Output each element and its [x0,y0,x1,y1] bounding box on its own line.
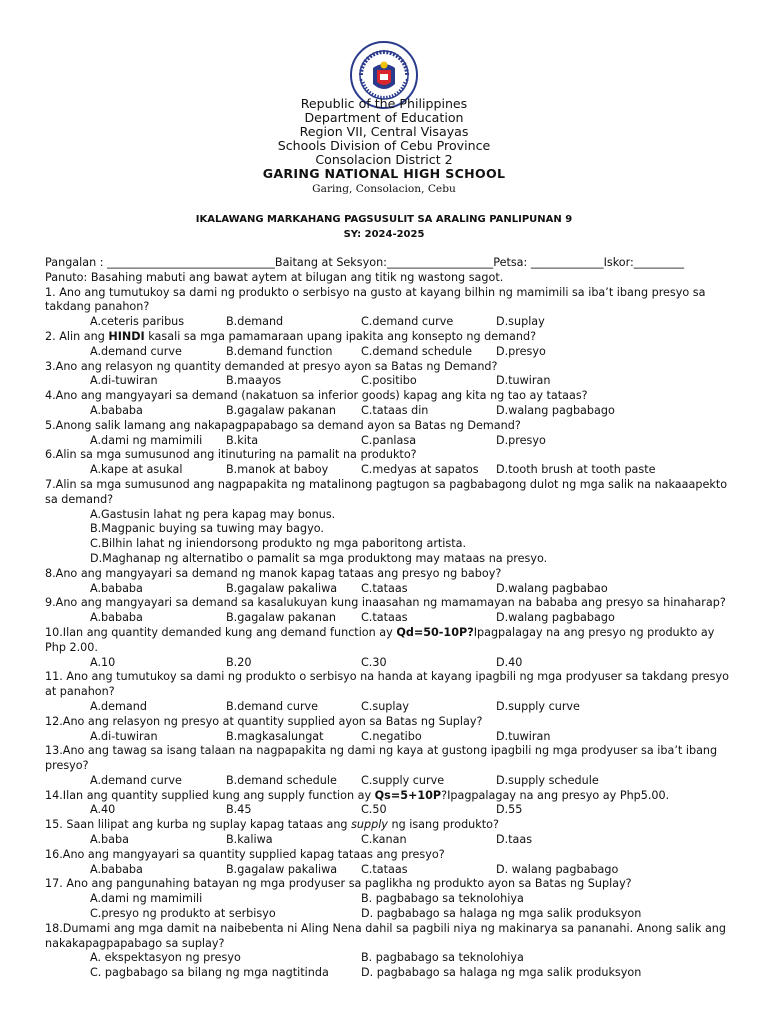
question-6-options [45,463,730,478]
option-c[interactable]: C.tataas [361,862,408,876]
question-17-options-row1 [45,892,730,907]
emphasis-supply: supply [351,818,388,832]
question-13-options [45,774,730,789]
option-b[interactable]: B. pagbabago sa teknolohiya [361,892,524,906]
option-d[interactable]: D. walang pagbabago [496,862,619,876]
option-b[interactable]: B.demand function [226,344,333,358]
option-a[interactable]: A.di-tuwiran [90,729,158,743]
question-5-text: 5.Anong salik lamang ang nakapagpapabago sa demand ayon sa Batas ng Demand? [45,418,521,432]
option-d[interactable]: D.suplay [496,315,545,329]
option-d[interactable]: D.presyo [496,433,546,447]
option-b[interactable]: B.demand [226,315,284,329]
question-9-options [45,611,730,626]
option-a[interactable]: A.bababa [90,611,143,625]
option-a[interactable]: A.demand [90,699,147,713]
option-b[interactable]: B.gagalaw pakanan [226,611,336,625]
option-d[interactable]: D.supply schedule [496,773,599,787]
option-a[interactable]: A.dami ng mamimili [90,892,203,906]
option-b[interactable]: B. pagbabago sa teknolohiya [361,951,524,965]
question-14-text: 14.Ilan ang quantity supplied kung ang supply function ay Qs=5+10P?Ipagpalagay na ang presyo ay Php5.00. [45,788,670,802]
question-11-options [45,700,730,715]
question-10-text: 10.Ilan ang quantity demanded kung ang demand function ay Qd=50-10P?Ipagpalagay na ang presyo ng produkto ay [45,625,715,639]
option-d[interactable]: D.taas [496,833,533,847]
option-b[interactable]: B.gagalaw pakaliwa [226,862,338,876]
option-a[interactable]: A.bababa [90,581,143,595]
question-18-text: 18.Dumami ang mga damit na naibebenta ni Aling Nena dahil sa pagbili niya ng makinarya sa pananahi. Anong salik ang [45,921,726,935]
question-3-text: 3.Ano ang relasyon ng quantity demanded at presyo ayon sa Batas ng Demand? [45,359,498,373]
supply-function: Qs=5+10P [374,788,442,802]
question-17-options-row2 [45,907,730,922]
question-17-text: 17. Ano ang pangunahing batayan ng mga prodyuser sa paglikha ng produkto ayon sa Batas ng Suplay? [45,877,632,891]
option-a[interactable]: A.di-tuwiran [90,374,158,388]
question-14-options [45,803,730,818]
question-18-options-row2 [45,966,730,981]
option-b[interactable]: B.maayos [226,374,282,388]
region-line: Region VII, Central Visayas [299,124,469,139]
option-b[interactable]: B.kaliwa [226,833,273,847]
question-11-text: 11. Ano ang tumutukoy sa dami ng produkto o serbisyo na handa at kayang ipagbili ng mga prodyuser sa takdang presyo [45,670,729,684]
option-c[interactable]: C.panlasa [361,433,417,447]
exam-title: IKALAWANG MARKAHANG PAGSUSULIT SA ARALING PANLIPUNAN 9 [195,214,573,225]
division-line: Schools Division of Cebu Province [277,138,491,153]
question-3-options [45,374,730,389]
department-line: Department of Education [304,110,464,125]
question-10-text-cont: Php 2.00. [45,640,98,654]
option-b[interactable]: B.45 [226,803,252,817]
question-1-text: 1. Ano ang tumutukoy sa dami ng produkto o serbisyo na gusto at kayang bilhin ng mamimili sa iba’t ibang presyo sa [45,285,706,299]
option-c[interactable]: C.suplay [361,699,409,713]
option-a[interactable]: A.kape at asukal [90,463,183,477]
option-b[interactable]: B.demand curve [226,699,319,713]
question-8-options [45,582,730,597]
question-4-options [45,404,730,419]
option-c[interactable]: C.negatibo [361,729,422,743]
option-c[interactable]: C.50 [361,803,387,817]
option-d[interactable]: D.55 [496,803,523,817]
option-b[interactable]: B.20 [226,655,252,669]
option-d[interactable]: D.walang pagbabago [496,611,615,625]
option-a[interactable]: A.dami ng mamimili [90,433,203,447]
option-b[interactable]: B.demand schedule [226,773,337,787]
question-1-options [45,315,730,330]
exam-content [45,256,730,981]
question-4-text: 4.Ano ang mangyayari sa demand (nakatuon sa inferior goods) kapag ang kita ng tao ay tataas? [45,389,588,403]
question-12-options [45,730,730,745]
demand-function: Qd=50-10P? [396,625,474,639]
option-c[interactable]: C.presyo ng produkto at serbisyo [90,907,276,921]
question-2-text: 2. Alin ang HINDI kasali sa mga pamamaraan upang ipakita ang konsepto ng demand? [45,329,537,343]
option-d[interactable]: D.40 [496,655,523,669]
option-a[interactable]: A.bababa [90,862,143,876]
question-5-options [45,434,730,449]
question-13-text: 13.Ano ang tawag sa isang talaan na nagpapakita ng dami ng kaya at gustong ipagbili ng mga prodyuser sa iba’t ibang [45,744,718,758]
option-c[interactable]: C.demand schedule [361,344,472,358]
question-18-text-cont: nakakapagpapabago sa suplay? [45,936,225,950]
option-d[interactable]: D.supply curve [496,699,580,713]
district-line: Consolacion District 2 [315,152,453,167]
question-15-text: 15. Saan lilipat ang kurba ng suplay kapag tataas ang supply ng isang produkto? [45,818,499,832]
option-d[interactable]: D.presyo [496,344,546,358]
option-d[interactable]: D.tooth brush at tooth paste [496,463,656,477]
option-c[interactable]: C.tataas din [361,403,429,417]
option-c[interactable]: C.tataas [361,611,408,625]
option-b[interactable]: B.manok at baboy [226,463,329,477]
question-16-options [45,863,730,878]
option-d[interactable]: D.Maghanap ng alternatibo o pamalit sa mga produktong may mataas na presyo. [90,551,548,565]
option-c[interactable]: C.30 [361,655,387,669]
option-a[interactable]: A.ceteris paribus [90,315,185,329]
question-13-text-cont: presyo? [45,759,89,773]
instructions: Panuto: Basahing mabuti ang bawat aytem at bilugan ang titik ng wastong sagot. [45,270,504,284]
question-2-options [45,345,730,360]
question-1-text-cont: takdang panahon? [45,300,150,314]
question-12-text: 12.Ano ang relasyon ng presyo at quantity supplied ayon sa Batas ng Suplay? [45,714,483,728]
option-b[interactable]: B.kita [226,433,259,447]
option-c[interactable]: C.supply curve [361,773,445,787]
option-a[interactable]: A.40 [90,803,116,817]
option-c[interactable]: C.medyas at sapatos [361,463,479,477]
option-b[interactable]: B.gagalaw pakaliwa [226,581,338,595]
option-a[interactable]: A. ekspektasyon ng presyo [90,951,241,965]
option-a[interactable]: A.baba [90,833,129,847]
option-c[interactable]: C.demand curve [361,315,454,329]
student-info-line: Pangalan : ______________________________Baitang at Seksyon:___________________Petsa: _____________Iskor:_________ [45,256,685,269]
question-9-text: 9.Ano ang mangyayari sa demand sa kasalukuyan kung inaasahan ng mamamayan na bababa ang presyo sa hinaharap? [45,596,726,610]
question-7-text: 7.Alin sa mga sumusunod ang nagpapakita ng matalinong pagtugon sa pagbabagong dulot ng mga salik na nakaaapekto [45,477,728,491]
option-a[interactable]: A.Gastusin lahat ng pera kapag may bonus. [90,507,336,521]
question-10-options [45,656,730,671]
option-b[interactable]: B.magkasalungat [226,729,324,743]
school-year: SY: 2024-2025 [343,229,425,240]
option-c[interactable]: C.kanan [361,833,407,847]
option-a[interactable]: A.bababa [90,403,143,417]
republic-line: Republic of the Philippines [300,96,468,111]
option-a[interactable]: A.demand curve [90,344,182,358]
question-11-text-cont: at panahon? [45,685,115,699]
option-c[interactable]: C.Bilhin lahat ng iniendorsong produkto ng mga paboritong artista. [90,537,467,551]
option-d[interactable]: D.tuwiran [496,729,551,743]
question-6-text: 6.Alin sa mga sumusunod ang itinuturing na pamalit na produkto? [45,448,417,462]
option-d[interactable]: D. pagbabago sa halaga ng mga salik produksyon [361,907,642,921]
option-c[interactable]: C. pagbabago sa bilang ng mga nagtitinda [90,966,329,980]
option-d[interactable]: D.walang pagbabao [496,581,608,595]
option-c[interactable]: C.positibo [361,374,417,388]
question-8-text: 8.Ano ang mangyayari sa demand ng manok kapag tataas ang presyo ng baboy? [45,566,502,580]
option-b[interactable]: B.gagalaw pakanan [226,403,336,417]
emphasis-hindi: HINDI [108,329,145,343]
exam-title-block [0,212,768,242]
option-c[interactable]: C.tataas [361,581,408,595]
question-15-options [45,833,730,848]
letterhead [0,97,768,196]
question-18-options-row1 [45,951,730,966]
school-name: GARING NATIONAL HIGH SCHOOL [262,166,506,181]
option-d[interactable]: D.tuwiran [496,374,551,388]
option-d[interactable]: D.walang pagbabago [496,403,615,417]
school-address: Garing, Consolacion, Cebu [312,183,456,195]
question-7-text-cont: sa demand? [45,492,114,506]
option-a[interactable]: A.demand curve [90,773,182,787]
question-16-text: 16.Ano ang mangyayari sa quantity supplied kapag tataas ang presyo? [45,847,445,861]
option-b[interactable]: B.Magpanic buying sa tuwing may bagyo. [90,522,324,536]
option-d[interactable]: D. pagbabago sa halaga ng mga salik produksyon [361,966,642,980]
option-a[interactable]: A.10 [90,655,116,669]
